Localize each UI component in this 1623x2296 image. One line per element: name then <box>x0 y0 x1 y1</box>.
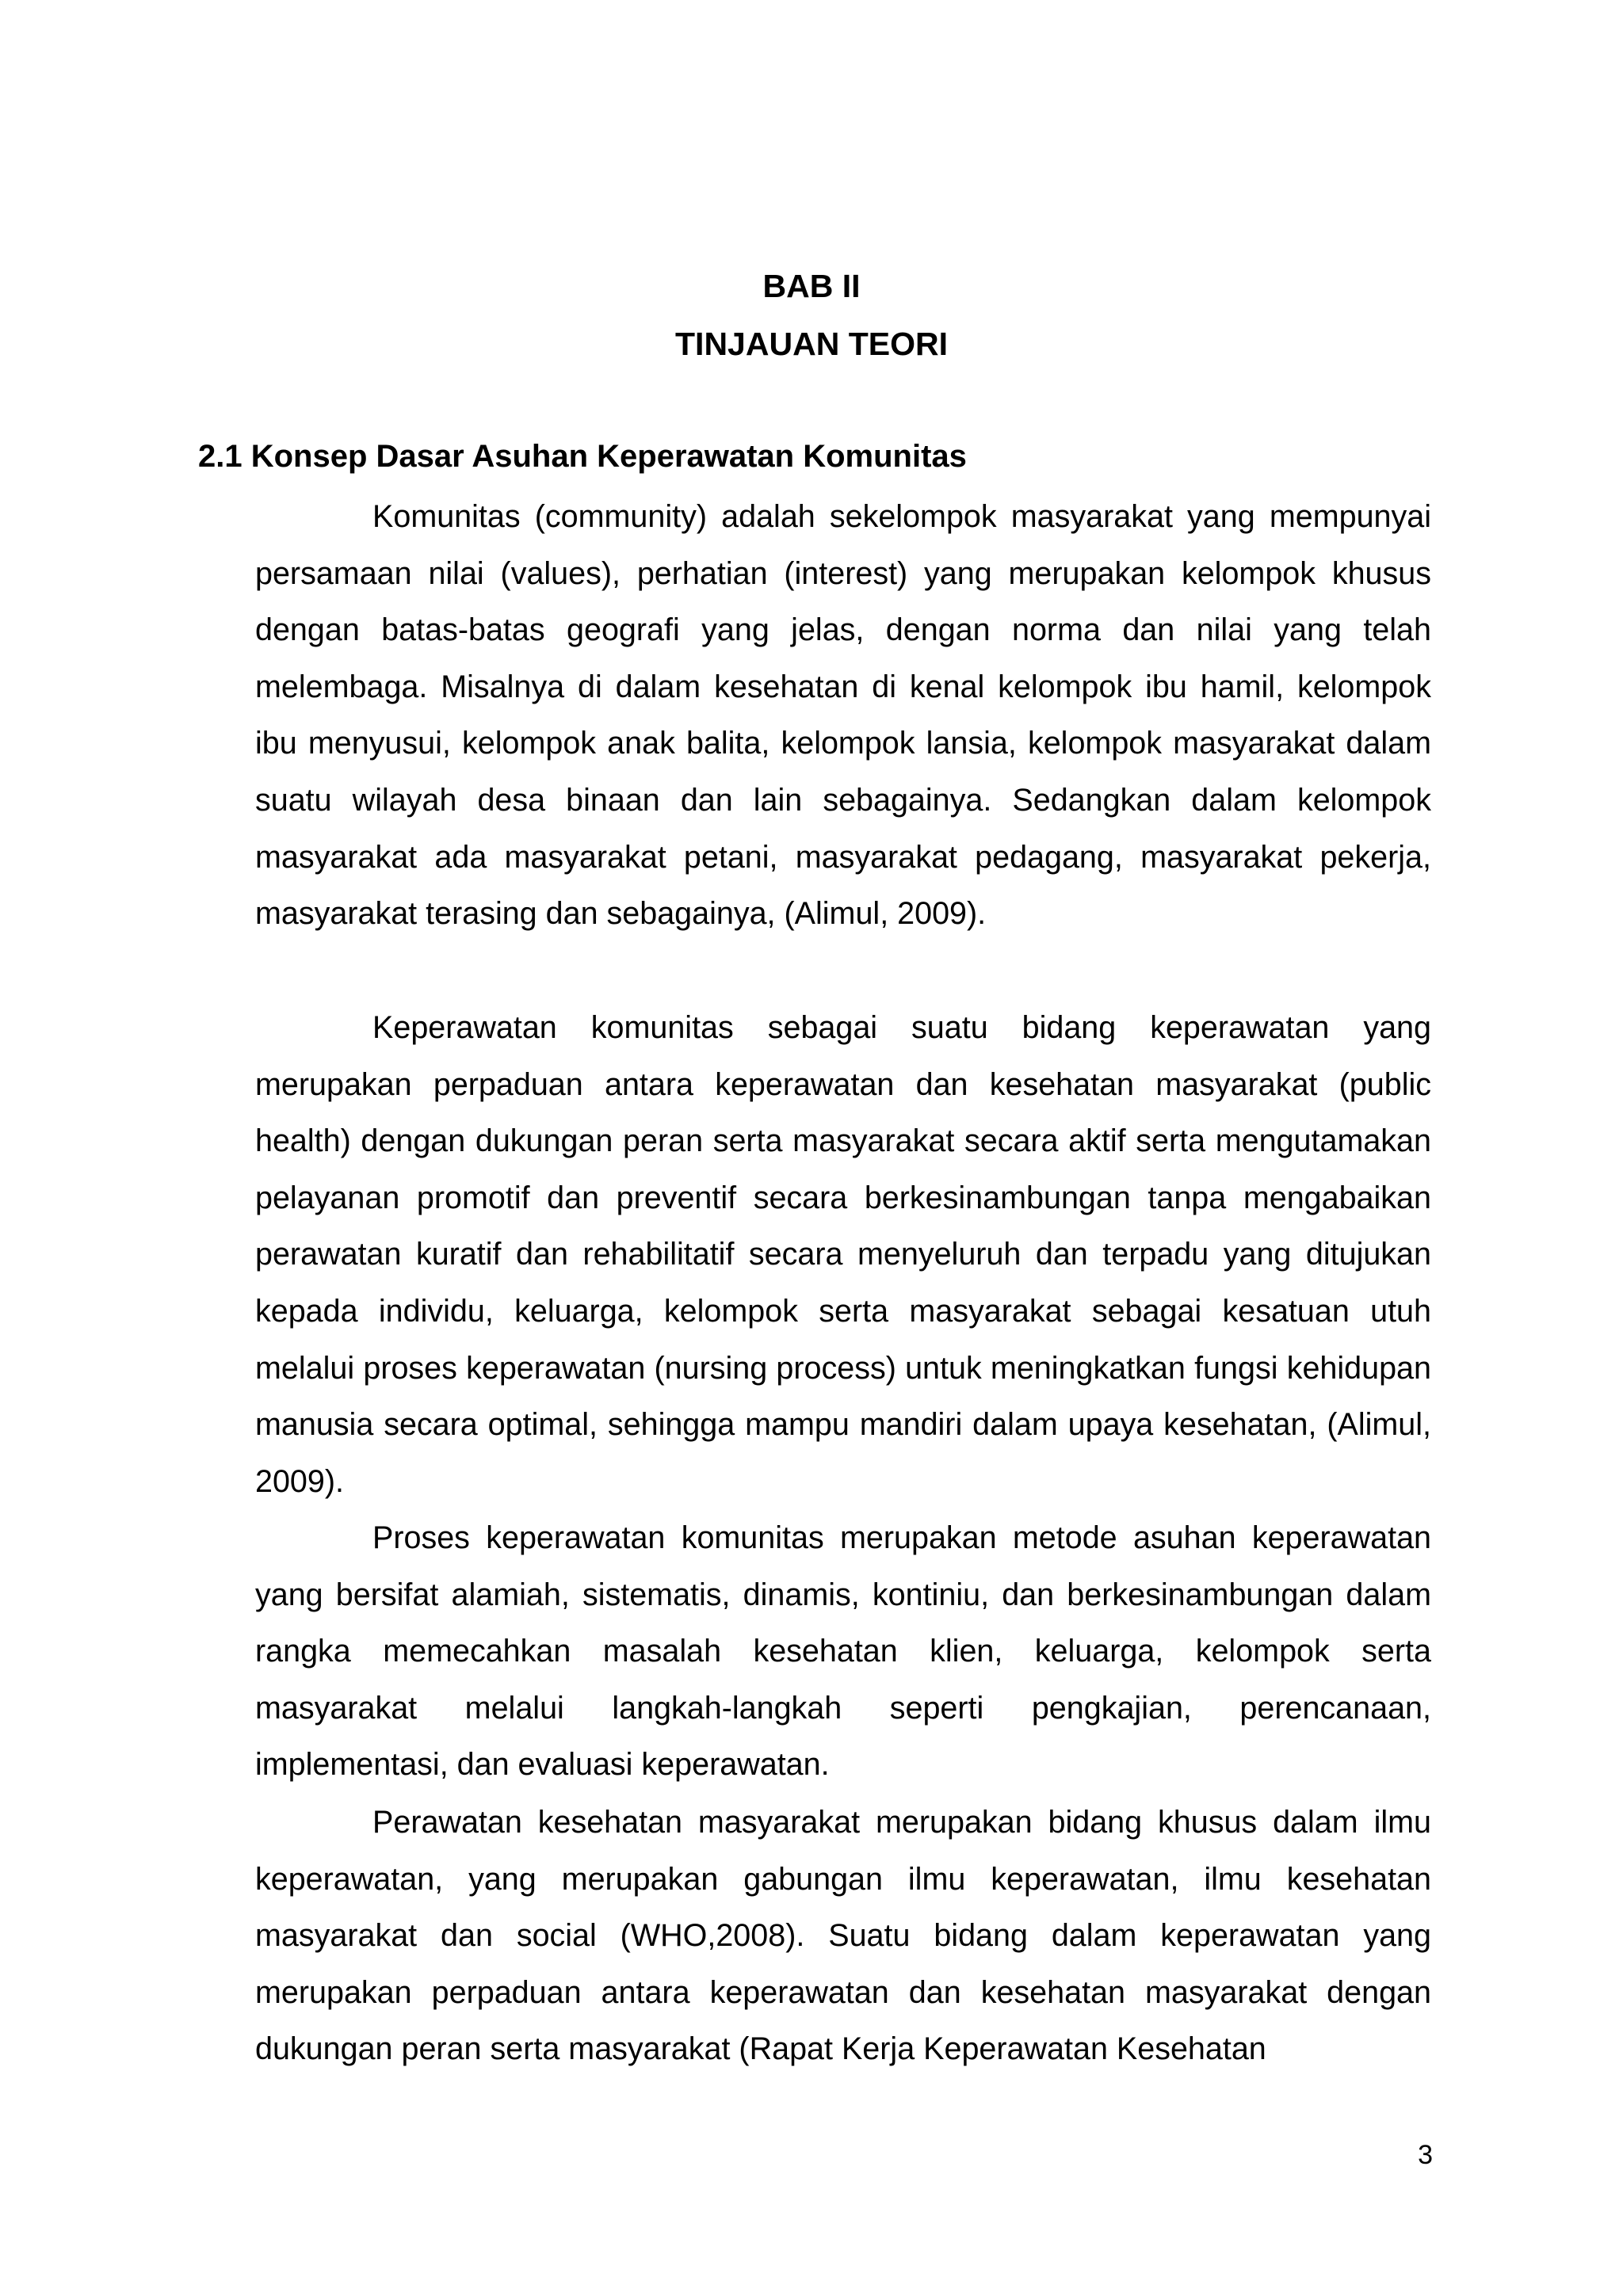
chapter-heading: BAB II <box>762 268 861 304</box>
paragraph <box>255 1510 1431 1794</box>
page-number: 3 <box>1418 2140 1433 2170</box>
chapter-title: TINJAUAN TEORI <box>675 326 948 362</box>
paragraph-text: Perawatan kesehatan masyarakat merupakan bidang khusus dalam ilmu keperawatan, yang merupakan gabungan ilmu keperawatan, ilmu kesehatan masyarakat dan social (WHO,2008). Suatu bidang dalam keperawatan yang merupakan perpaduan antara keperawatan dan kesehatan masyarakat dengan dukungan peran serta masyarakat (Rapat Kerja Keperawatan Kesehatan <box>255 1805 1431 2067</box>
paragraph <box>255 1000 1431 1510</box>
paragraph <box>255 1794 1431 2078</box>
paragraph-text: Komunitas (community) adalah sekelompok masyarakat yang mempunyai persamaan nilai (values), perhatian (interest) yang merupakan kelompok khusus dengan batas-batas geografi yang jelas, dengan norma dan nilai yang telah melembaga. Misalnya di dalam kesehatan di kenal kelompok ibu hamil, kelompok ibu menyusui, kelompok anak balita, kelompok lansia, kelompok masyarakat dalam suatu wilayah desa binaan dan lain sebagainya. Sedangkan dalam kelompok masyarakat ada masyarakat petani, masyarakat pedagang, masyarakat pekerja, masyarakat terasing dan sebagainya, (Alimul, 2009). <box>255 499 1431 932</box>
section-title: 2.1 Konsep Dasar Asuhan Keperawatan Komunitas <box>198 439 967 474</box>
paragraph <box>255 489 1431 943</box>
paragraph-text: Keperawatan komunitas sebagai suatu bidang keperawatan yang merupakan perpaduan antara keperawatan dan kesehatan masyarakat (public health) dengan dukungan peran serta masyarakat secara aktif serta mengutamakan pelayanan promotif dan preventif secara berkesinambungan tanpa mengabaikan perawatan kuratif dan rehabilitatif secara menyeluruh dan terpadu yang ditujukan kepada individu, keluarga, kelompok serta masyarakat sebagai kesatuan utuh melalui proses keperawatan (nursing process) untuk meningkatkan fungsi kehidupan manusia secara optimal, sehingga mampu mandiri dalam upaya kesehatan, (Alimul, 2009). <box>255 1010 1431 1499</box>
paragraph-text: Proses keperawatan komunitas merupakan metode asuhan keperawatan yang bersifat alamiah, sistematis, dinamis, kontiniu, dan berkesinambungan dalam rangka memecahkan masalah kesehatan klien, keluarga, kelompok serta masyarakat melalui langkah-langkah seperti pengkajian, perencanaan, implementasi, dan evaluasi keperawatan. <box>255 1520 1431 1783</box>
